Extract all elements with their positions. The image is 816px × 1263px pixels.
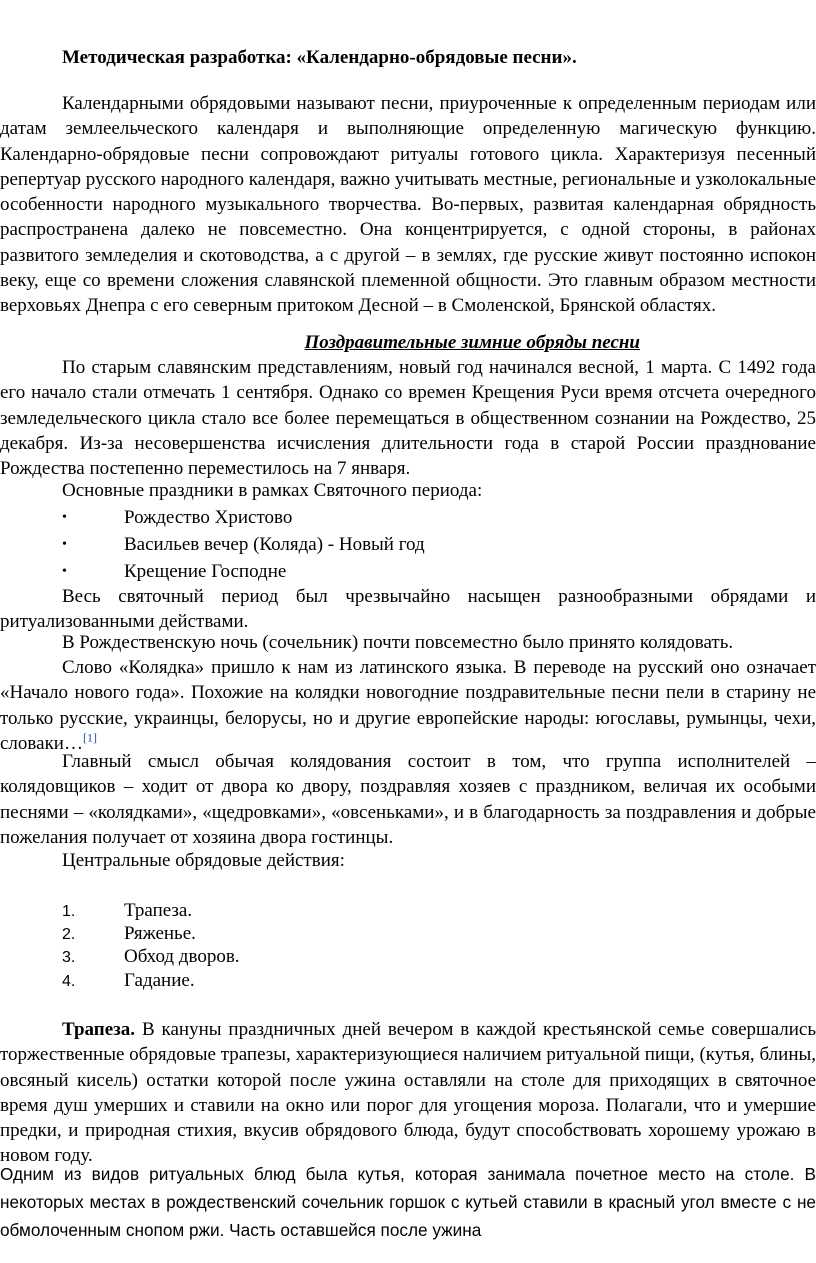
paragraph-kolyadka [0, 655, 816, 756]
paragraph-meaning: Главный смысл обычая колядования состоит в том, что группа исполнителей – колядовщиков – ходит от двора ко двору, поздравляя хозяев с праздником, величая их особыми песнями – «колядками», «щедровками», «овсеньками», и в благодарность за поздравления и добрые пожелания получает от хозяина двора гостинцы. [0, 751, 816, 848]
list-number: 3. [62, 949, 76, 966]
section-subheading: Поздравительные зимние обряды песни [304, 332, 640, 353]
list-item-text: Трапеза. [124, 900, 193, 921]
holidays-intro: Основные праздники в рамках Святочного периода: [62, 480, 483, 501]
paragraph-christmas-night: В Рождественскую ночь (сочельник) почти повсеместно было принято колядовать. [62, 632, 734, 653]
paragraph-svyatki: Весь святочный период был чрезвычайно насыщен разнообразными обрядами и ритуализованными действами. [0, 586, 816, 633]
paragraph-new-year: По старым славянским представлениям, новый год начинался весной, 1 марта. С 1492 года его начало стали отмечать 1 сентября. Однако со времен Крещения Руси время отсчета очередного земледельческого цикла стало все более перемещаться в общественном сознании на Рождество, 25 декабря. Из-за несовершенства исчисления длительности года в старой России празднование Рождества постепенно переместилось на 7 января. [0, 357, 816, 480]
intro-paragraph: Календарными обрядовыми называют песни, приуроченные к определенным периодам или датам землеельческого календаря и выполняющие определенную магическую функцию. Календарно-обрядовые песни сопровождают ритуалы готового цикла. Характеризуя песенный репертуар русского народного календаря, важно учитывать местные, региональные и узколокальные особенности народного музыкального творчества. Во-первых, развитая календарная обрядность распространена далеко не повсеместно. Она концентрируется, с одной стороны, в районах развитого земледелия и скотоводства, а с другой – в землях, где русские живут постоянно испокон веку, еще со времени сложения славянской племенной общности. Это главным образом местности верховьях Днепра с его северным притоком Десной – в Смоленской, Брянской областях. [0, 93, 816, 317]
list-number: 4. [62, 973, 76, 990]
actions-intro: Центральные обрядовые действия: [62, 850, 345, 871]
bullet-icon: • [62, 510, 67, 525]
list-item-text: Крещение Господне [124, 561, 287, 582]
list-item-text: Гадание. [124, 970, 195, 991]
paragraph-kolyadka-text: Слово «Колядка» пришло к нам из латинского языка. В переводе на русский оно означает «Начало нового года». Похожие на колядки новогодние поздравительные песни пели в старину не только русские, украинцы, белорусы, но и другие европейские народы: югославы, румынцы, чехи, словаки… [0, 657, 816, 754]
paragraph-kutya: Одним из видов ритуальных блюд была кутья, которая занимала почетное место на столе. В некоторых местах в рождественский сочельник горшок с кутьей ставили в красный угол вместе с не обмолоченным снопом ржи. Часть оставшейся после ужина [0, 1164, 816, 1240]
trapeza-label: Трапеза. [62, 1019, 136, 1040]
bullet-icon: • [62, 537, 67, 552]
footnote-link[interactable]: [1] [82, 730, 97, 745]
list-item-text: Обход дворов. [124, 946, 240, 967]
trapeza-text: В кануны праздничных дней вечером в каждой крестьянской семье совершались торжественные обрядовые трапезы, характеризующиеся наличием ритуальной пищи, (кутья, блины, овсяный кисель) остатки которой после ужина оставляли на столе для приходящих в святочное время душ умерших и ставили на окно или порог для угощения мороза. Полагали, что и умершие предки, и природная стихия, вкусив обрядового блюда, будут способствовать хорошему урожаю в новом году. [0, 1019, 816, 1167]
list-number: 1. [62, 903, 76, 920]
list-item-text: Васильев вечер (Коляда) - Новый год [124, 534, 425, 555]
list-item-text: Рождество Христово [124, 507, 293, 528]
list-number: 2. [62, 926, 76, 943]
document-title: Методическая разработка: «Календарно-обрядовые песни». [62, 47, 577, 68]
paragraph-trapeza [0, 1017, 816, 1169]
list-item-text: Ряженье. [124, 923, 196, 944]
bullet-icon: • [62, 564, 67, 579]
